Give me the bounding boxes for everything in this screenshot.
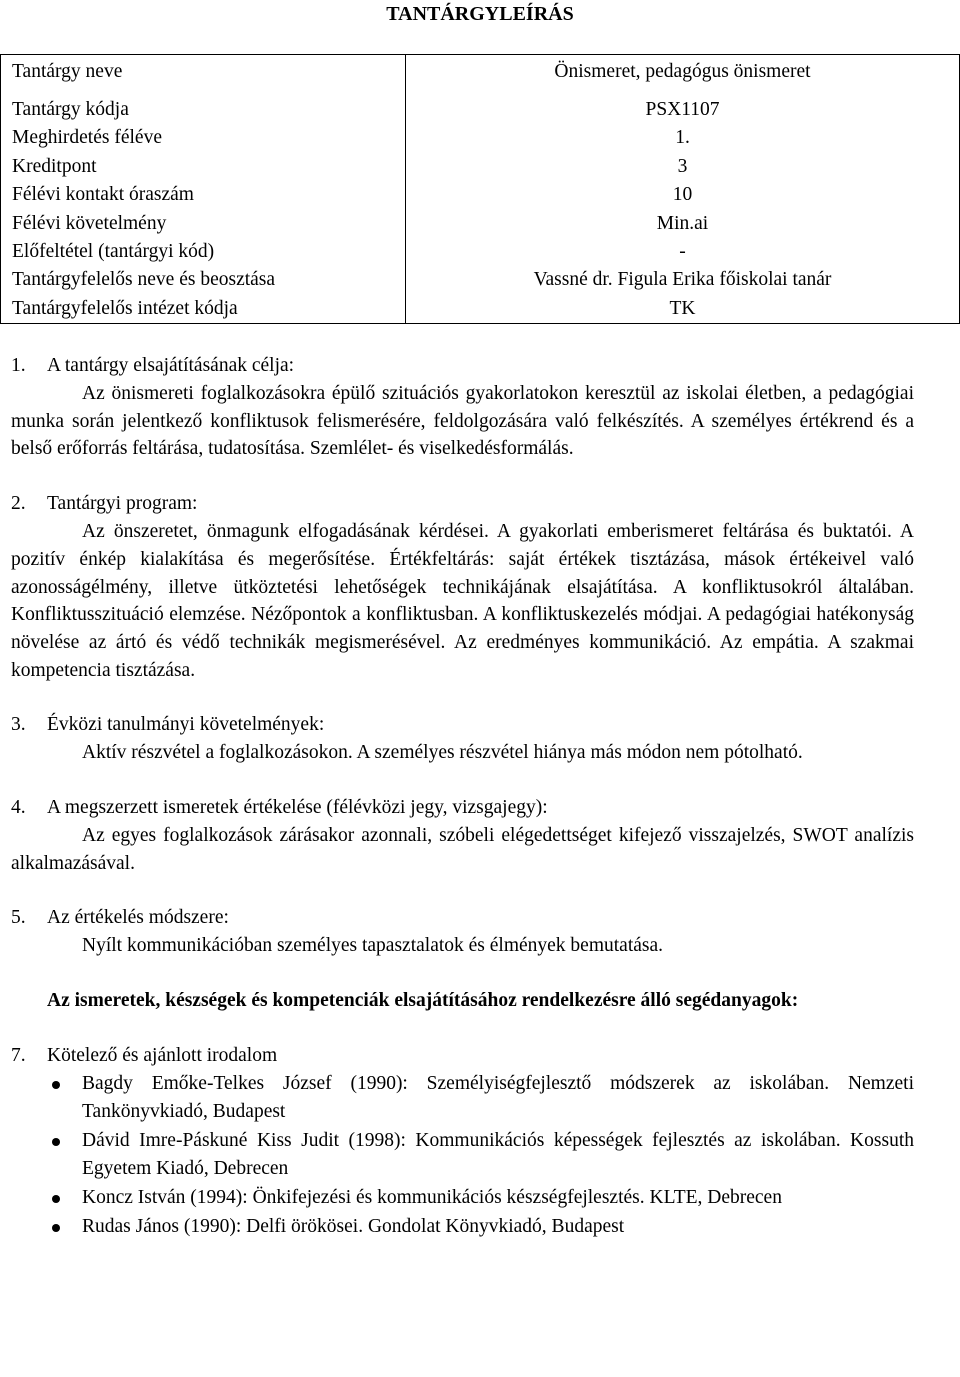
section-evaluation [11, 794, 914, 877]
value-credits: 3 [677, 155, 688, 177]
section-heading [11, 490, 914, 518]
section-heading [11, 987, 914, 1015]
list-item [11, 1127, 914, 1183]
literature-entry: Koncz István (1994): Önkifejezési és kommunikációs készségfejlesztés. KLTE, Debrecen [82, 1187, 782, 1209]
label-prerequisite: Előfeltétel (tantárgyi kód) [12, 240, 215, 262]
bullet-icon [52, 1195, 60, 1203]
info-table-row [1, 55, 960, 324]
value-prerequisite: - [679, 240, 686, 262]
section-evaluation-method [11, 904, 914, 960]
section-number: 2. [11, 493, 26, 515]
value-course-code: PSX1107 [645, 99, 720, 120]
literature-entry: Rudas János (1990): Delfi örökösei. Gondolat Könyvkiadó, Budapest [82, 1216, 625, 1238]
section-text: Az önszeretet, önmagunk elfogadásának kérdései. A gyakorlati emberismeret feltárása és buktatói. A pozitív énkép kialakítása és megerősítése. Értékfeltárás: saját értékek tisztázása, mások értékeivel való azonosságélmény, illetve ütköztetési lehetőségek technikájának elsajátítása. A konfliktusokról általában. Konfliktusszituáció elemzése. Nézőpontok a konfliktusban. A konfliktuskezelés módjai. A pedagógiai hatékonyság növelése az ártó és védő technikák megismerésével. Az eredményes kommunikáció. Az empátia. A szakmai kompetencia tisztázása. [11, 521, 914, 681]
value-contact-hours: 10 [672, 184, 693, 206]
label-institute-code: Tantárgyfelelős intézet kódja [12, 297, 238, 319]
label-course-code: Tantárgy kódja [12, 99, 129, 120]
bullet-icon [52, 1224, 60, 1232]
list-item [11, 1070, 914, 1126]
bullet-icon [52, 1081, 60, 1089]
label-semester: Meghirdetés féléve [12, 127, 162, 149]
section-materials [11, 987, 914, 1015]
section-heading [11, 711, 914, 739]
info-labels-cell [1, 55, 406, 324]
list-item [11, 1184, 914, 1212]
section-title: Az ismeretek, készségek és kompetenciák elsajátításához rendelkezésre álló segédanyagok: [47, 990, 799, 1012]
label-responsible-person: Tantárgyfelelős neve és beosztása [12, 269, 276, 291]
literature-entry: Dávid Imre-Páskuné Kiss Judit (1998): Kommunikációs képességek fejlesztés az iskolában. Kossuth Egyetem Kiadó, Debrecen [82, 1130, 914, 1180]
section-text: Nyílt kommunikációban személyes tapasztalatok és élmények bemutatása. [82, 935, 664, 957]
section-title: A megszerzett ismeretek értékelése (félévközi jegy, vizsgajegy): [47, 797, 548, 819]
section-title: Kötelező és ajánlott irodalom [47, 1045, 278, 1067]
section-text: Aktív részvétel a foglalkozásokon. A személyes részvétel hiánya más módon nem pótolható. [82, 742, 803, 764]
section-heading [11, 904, 914, 932]
section-title: A tantárgy elsajátításának célja: [47, 355, 295, 376]
section-heading [11, 352, 914, 380]
section-title: Az értékelés módszere: [47, 907, 229, 929]
literature-list [11, 1070, 914, 1241]
section-heading [11, 1042, 914, 1070]
label-credits: Kreditpont [12, 155, 97, 177]
list-item [11, 1213, 914, 1241]
bullet-icon [52, 1138, 60, 1146]
document-title: TANTÁRGYLEÍRÁS [386, 3, 574, 25]
section-text: Az önismereti foglalkozásokra épülő szituációs gyakorlatokon keresztül az iskolai életben, a pedagógiai munka során jelentkező konfliktusok felismerésére, feldolgozására való felkészítés. A személyes értékrend és a belső erőforrás feltárása, tudatosítása. Szemlélet- és viselkedésformálás. [11, 383, 914, 460]
value-institute-code: TK [669, 297, 696, 319]
section-number: 7. [11, 1045, 26, 1067]
label-course-name: Tantárgy neve [12, 61, 123, 82]
section-number: 4. [11, 797, 26, 819]
literature-entry: Bagdy Emőke-Telkes József (1990): Személyiségfejlesztő módszerek az iskolában. Nemzeti Tankönyvkiadó, Budapest [82, 1073, 914, 1123]
section-number: 1. [11, 355, 26, 376]
section-literature [11, 1042, 914, 1241]
label-contact-hours: Félévi kontakt óraszám [12, 184, 194, 206]
value-responsible-person: Vassné dr. Figula Erika főiskolai tanár [533, 269, 832, 291]
value-course-name: Önismeret, pedagógus önismeret [554, 61, 811, 82]
section-title: Tantárgyi program: [47, 493, 198, 515]
value-requirement: Min.ai [656, 212, 709, 234]
info-values-cell [406, 55, 960, 324]
course-info-table [0, 54, 960, 324]
section-program [11, 490, 914, 684]
label-requirement: Félévi követelmény [12, 212, 167, 234]
value-semester: 1. [675, 127, 690, 149]
section-goal [11, 352, 914, 463]
section-text: Az egyes foglalkozások zárásakor azonnali, szóbeli elégedettséget kifejező visszajelzés, SWOT analízis alkalmazásával. [11, 825, 914, 874]
section-title: Évközi tanulmányi követelmények: [47, 714, 325, 736]
section-number: 5. [11, 907, 26, 929]
section-heading [11, 794, 914, 822]
section-number: 3. [11, 714, 26, 736]
section-number [11, 987, 47, 1015]
document-body [11, 352, 914, 1242]
section-requirements [11, 711, 914, 767]
